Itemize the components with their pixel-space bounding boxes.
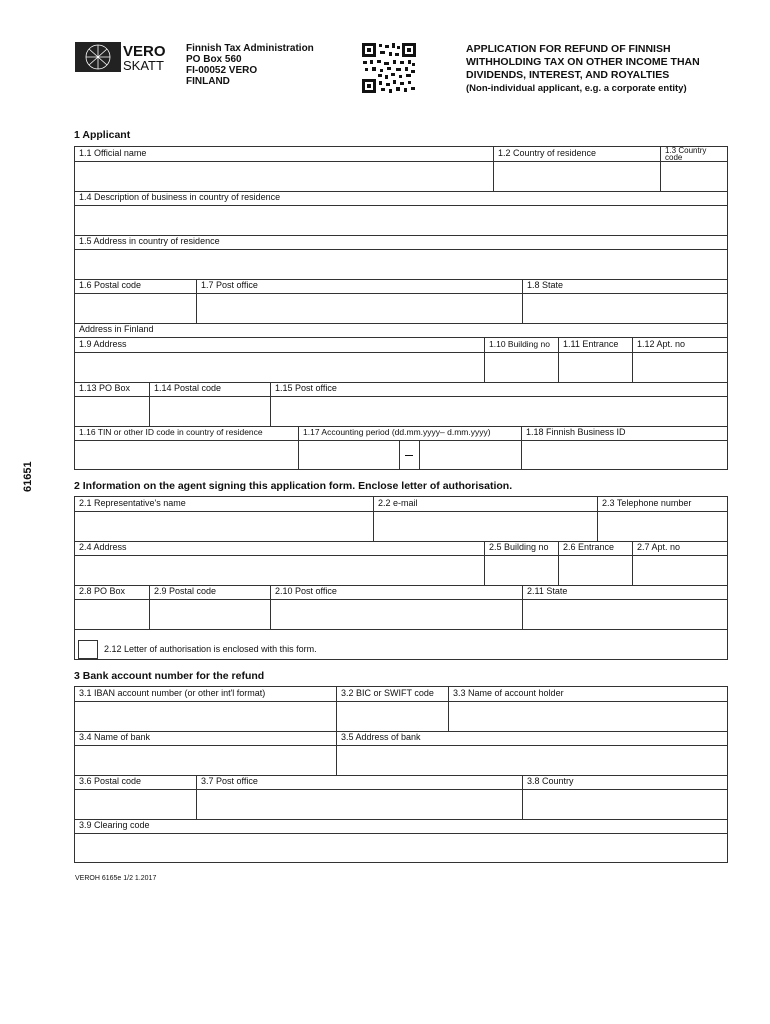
section-3-heading: 3 Bank account number for the refund	[74, 670, 265, 682]
apt-no-field[interactable]: 1.12 Apt. no	[632, 338, 727, 382]
agent-post-office-field[interactable]: 2.10 Post office	[270, 585, 523, 629]
email-field[interactable]: 2.2 e-mail	[373, 497, 598, 541]
entrance-field[interactable]: 1.11 Entrance	[558, 338, 633, 382]
agent-state-field[interactable]: 2.11 State	[522, 585, 727, 629]
tax-admin-address: Finnish Tax Administration PO Box 560 FI-00052 VERO FINLAND	[186, 43, 314, 87]
bank-country-field[interactable]: 3.8 Country	[522, 775, 727, 819]
section-1-heading: 1 Applicant	[74, 129, 131, 141]
post-office-field[interactable]: 1.7 Post office	[196, 279, 523, 323]
finland-postal-code-field[interactable]: 1.14 Postal code	[149, 382, 271, 426]
address-country-field[interactable]: 1.5 Address in country of residence	[75, 235, 727, 279]
accounting-period-field[interactable]: 1.17 Accounting period (dd.mm.yyyy– d.mm.yyyy)	[298, 426, 522, 469]
form-side-code: 61651	[22, 461, 34, 492]
po-box-field[interactable]: 1.13 PO Box	[75, 382, 149, 426]
tin-field[interactable]: 1.16 TIN or other ID code in country of residence	[75, 426, 298, 469]
official-name-field[interactable]: 1.1 Official name	[75, 147, 493, 191]
form-title: APPLICATION FOR REFUND OF FINNISH WITHHOLDING TAX ON OTHER INCOME THAN DIVIDENDS, INTEREST, AND ROYALTIES (Non-individual applicant, e.g. a corporate entity)	[466, 43, 736, 95]
agent-po-box-field[interactable]: 2.8 PO Box	[75, 585, 149, 629]
agent-postal-code-field[interactable]: 2.9 Postal code	[149, 585, 271, 629]
section-2-heading: 2 Information on the agent signing this application form. Enclose letter of authorisation.	[74, 480, 513, 492]
agent-apt-no-field[interactable]: 2.7 Apt. no	[632, 541, 727, 585]
svg-text:SKATT: SKATT	[123, 58, 164, 72]
clearing-code-field[interactable]: 3.9 Clearing code	[75, 819, 727, 862]
bank-post-office-field[interactable]: 3.7 Post office	[196, 775, 523, 819]
authorisation-checkbox[interactable]	[78, 640, 98, 659]
form-footer-code: VEROH 6165e 1/2 1.2017	[75, 875, 157, 882]
section-3-bank	[74, 686, 728, 863]
building-no-field[interactable]: 1.10 Building no	[484, 338, 559, 382]
section-2-agent	[74, 496, 728, 660]
address-in-finland-label: Address in Finland	[79, 324, 154, 334]
agent-entrance-field[interactable]: 2.6 Entrance	[558, 541, 633, 585]
country-of-residence-field[interactable]: 1.2 Country of residence	[493, 147, 661, 191]
qr-code-icon	[362, 43, 416, 93]
period-dash	[405, 455, 413, 456]
account-holder-field[interactable]: 3.3 Name of account holder	[448, 687, 727, 731]
business-description-field[interactable]: 1.4 Description of business in country of residence	[75, 191, 727, 235]
bank-name-field[interactable]: 3.4 Name of bank	[75, 731, 336, 775]
agent-address-field[interactable]: 2.4 Address	[75, 541, 484, 585]
representative-name-field[interactable]: 2.1 Representative's name	[75, 497, 373, 541]
section-1-applicant	[74, 146, 728, 470]
state-field[interactable]: 1.8 State	[522, 279, 727, 323]
bank-postal-code-field[interactable]: 3.6 Postal code	[75, 775, 196, 819]
finland-address-field[interactable]: 1.9 Address	[75, 338, 484, 382]
agent-building-no-field[interactable]: 2.5 Building no	[484, 541, 559, 585]
form-subtitle: (Non-individual applicant, e.g. a corporate entity)	[466, 83, 687, 94]
country-code-field[interactable]: 1.3 Country code	[660, 147, 727, 191]
postal-code-field[interactable]: 1.6 Postal code	[75, 279, 196, 323]
telephone-field[interactable]: 2.3 Telephone number	[597, 497, 727, 541]
authorisation-label: 2.12 Letter of authorisation is enclosed with this form.	[104, 644, 317, 654]
finnish-business-id-field[interactable]: 1.18 Finnish Business ID	[521, 426, 727, 469]
svg-text:VERO: VERO	[123, 43, 166, 60]
bank-address-field[interactable]: 3.5 Address of bank	[336, 731, 727, 775]
iban-field[interactable]: 3.1 IBAN account number (or other int'l format)	[75, 687, 336, 731]
finland-post-office-field[interactable]: 1.15 Post office	[270, 382, 727, 426]
vero-logo	[75, 42, 167, 72]
bic-swift-field[interactable]: 3.2 BIC or SWIFT code	[336, 687, 449, 731]
